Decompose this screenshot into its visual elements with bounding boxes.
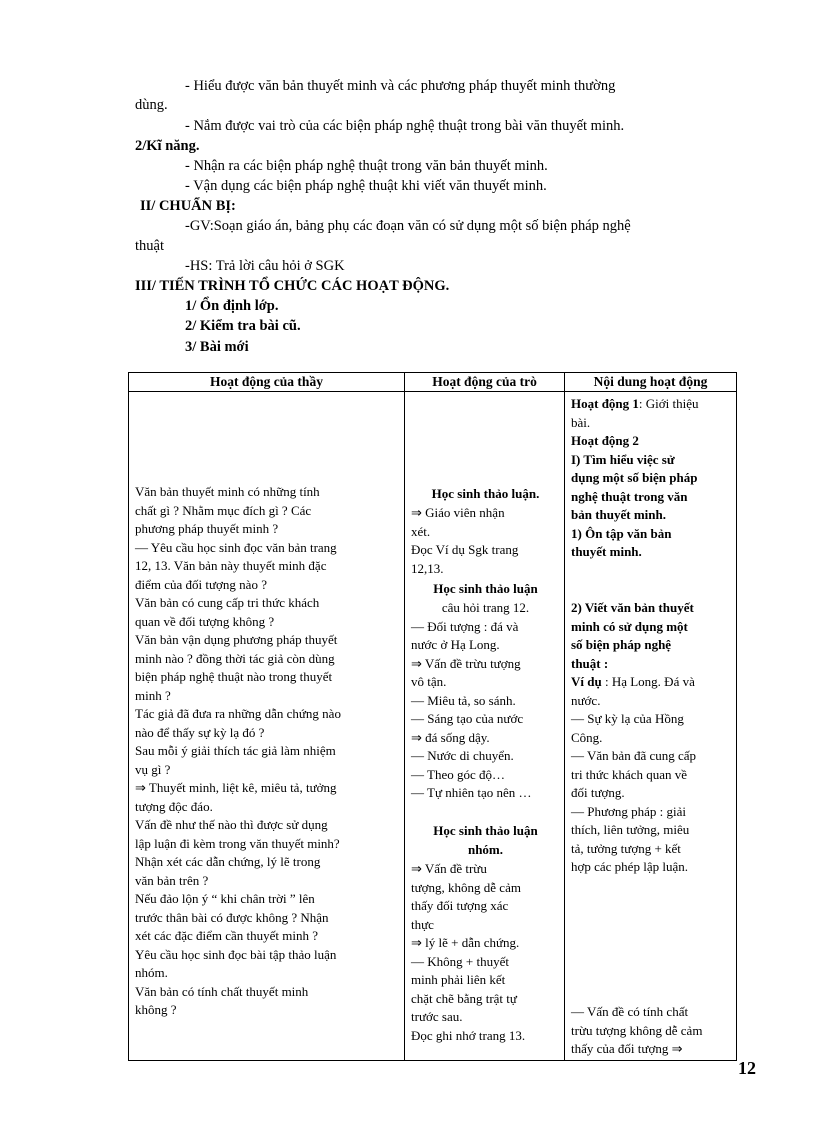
student-line: ⇒ lý lẽ + dẫn chứng. [411,935,520,950]
student-column [405,392,565,1061]
teacher-line: phương pháp thuyết minh ? [135,521,279,536]
content-line: Công. [571,729,603,745]
teacher-line: tượng độc đáo. [135,798,213,814]
student-line: câu hỏi trang 12. [441,600,530,615]
content-block-1 [571,395,732,562]
student-line: ⇒ Vấn đề trừu [411,861,487,876]
teacher-line: Nếu đảo lộn ý “ khi chân trời ” lên [135,891,315,906]
section-1-line: nghệ thuật trong văn [571,488,688,504]
content-line: — Phương pháp : giải [571,803,687,819]
student-line: — Miêu tả, so sánh. [411,692,516,708]
step-3: 3/ Bài mới [185,339,249,355]
student-block-3 [411,860,560,1045]
subsection-2-line: 2) Viết văn bản thuyết [571,600,694,615]
student-line: — Nước di chuyển. [411,748,514,763]
teacher-line: văn bản trên ? [135,872,209,888]
page-number: 12 [738,1058,756,1078]
section-1-line: bản thuyết minh. [571,507,666,522]
student-line: — Đối tượng : đá và [411,618,519,634]
subsection-2-line: minh có sử dụng một [571,618,688,634]
content-block-3 [571,1003,732,1059]
teacher-line: Văn bản thuyết minh có những tính [135,484,320,499]
teacher-line: nhóm. [135,965,168,980]
teacher-line: minh ? [135,687,171,703]
teacher-line: quan về đối tượng không ? [135,613,275,629]
activity-1-rest: : Giới thiệu [638,396,699,411]
student-line: tượng, không dễ cảm [411,879,521,895]
activity-1-line [571,395,732,414]
intro-line-3: - Nhận ra các biện pháp nghệ thuật trong văn bản thuyết minh. [185,158,548,174]
teacher-line: Văn bản có cung cấp tri thức khách [135,595,320,610]
content-line: — Vấn đề có tính chất [571,1004,689,1019]
teacher-line: Nhận xét các dẫn chứng, lý lẽ trong [135,854,321,869]
teacher-text [135,483,400,1020]
teacher-line: lập luận đi kèm trong văn thuyết minh? [135,835,340,851]
example-label: Ví dụ [571,674,602,689]
content-line: — Văn bản đã cung cấp [571,748,697,763]
content-column [565,392,737,1061]
student-line: — Theo góc độ… [411,766,505,782]
teacher-line: ⇒ Thuyết minh, liệt kê, miêu tả, tưởng [135,780,337,795]
student-line: — Tự nhiên tạo nên … [411,785,532,800]
student-line: thực [411,916,434,932]
content-line: tả, tưởng tượng + kết [571,840,681,856]
teacher-line: không ? [135,1002,177,1017]
teacher-line: 12, 13. Văn bản này thuyết minh đặc [135,558,327,573]
student-heading-3-cont: nhóm. [467,842,504,857]
example-line [571,673,732,692]
intro-line-4: - Vận dụng các biện pháp nghệ thuật khi viết văn thuyết minh. [185,178,547,194]
section-1-line: dụng một số biện pháp [571,470,698,485]
activity-1-label: Hoạt động 1 [571,396,639,411]
student-heading-1: Học sinh thảo luận. [431,486,540,501]
intro-line-1-cont: dùng. [135,97,168,113]
heading-chuan-bi: II/ CHUẨN BỊ: [140,198,236,214]
teacher-line: điểm của đối tượng nào ? [135,576,267,592]
student-line: nước ở Hạ Long. [411,637,500,652]
intro-line-1: - Hiểu được văn bản thuyết minh và các phương pháp thuyết minh thường [185,78,616,94]
subsection-2-line: thuật : [571,655,609,671]
content-line: thích, liên tưởng, miêu [571,822,690,837]
example-rest: : Hạ Long. Đá và [604,674,695,689]
content-line: tri thức khách quan về [571,766,688,782]
student-line: chặt chẽ bằng trật tự [411,990,517,1006]
teacher-line: — Yêu cầu học sinh đọc văn bản trang [135,539,337,555]
teacher-line: Vấn đề như thế nào thì được sử dụng [135,817,328,832]
teacher-line: minh nào ? đồng thời tác giả còn dùng [135,650,335,666]
teacher-line: Yêu cầu học sinh đọc bài tập thảo luận [135,946,337,962]
student-line: ⇒ Giáo viên nhận [411,505,505,520]
student-heading-3: Học sinh thảo luận [433,823,538,838]
activity-2-label: Hoạt động 2 [571,433,639,448]
student-line: Đọc ghi nhớ trang 13. [411,1027,526,1043]
content-line: — Sự kỳ lạ của Hồng [571,711,684,726]
content-line: hợp các phép lập luận. [571,859,688,874]
student-line: — Sáng tạo của nước [411,711,524,726]
heading-ki-nang: 2/Kĩ năng. [135,138,200,154]
header-content: Nội dung hoạt động [565,373,737,392]
intro-line-5: -GV:Soạn giáo án, bảng phụ các đoạn văn có sử dụng một số biện pháp nghệ [185,218,631,234]
teacher-line: xét các đặc điểm cần thuyết minh ? [135,928,319,943]
student-line: thấy đối tượng xác [411,898,509,913]
subsection-1-line: thuyết minh. [571,544,642,559]
subsection-2-line: số biện pháp nghệ [571,637,672,652]
teacher-line: Văn bản có tính chất thuyết minh [135,983,309,999]
activity-table [128,372,737,1061]
intro-line-2: - Nắm được vai trò của các biện pháp nghệ thuật trong bài văn thuyết minh. [185,118,625,134]
header-student: Hoạt động của trò [405,373,565,392]
student-block-1 [411,504,560,578]
teacher-line: trước thân bài có được không ? Nhận [135,909,329,925]
section-1-line: I) Tìm hiểu việc sử [571,451,675,467]
student-heading-2: Học sinh thảo luận [433,581,538,596]
heading-tien-trinh: III/ TIẾN TRÌNH TỔ CHỨC CÁC HOẠT ĐỘNG. [135,278,450,294]
teacher-line: Sau mỗi ý giải thích tác giả làm nhiệm [135,743,336,758]
step-1: 1/ Ổn định lớp. [185,298,279,314]
header-teacher: Hoạt động của thầy [129,373,405,392]
student-line: trước sau. [411,1009,463,1024]
content-line: đối tượng. [571,785,625,800]
teacher-line: vụ gì ? [135,761,171,777]
teacher-line: chất gì ? Nhằm mục đích gì ? Các [135,502,312,518]
content-line: bài. [571,414,591,430]
intro-line-5-cont: thuật [135,238,164,254]
student-block-2 [411,599,560,803]
intro-line-6: -HS: Trả lời câu hỏi ở SGK [185,258,345,274]
student-line: 12,13. [411,560,444,576]
content-line: thấy của đối tượng ⇒ [571,1041,683,1056]
student-line: Đọc Ví dụ Sgk trang [411,542,519,557]
subsection-1-line: 1) Ôn tập văn bản [571,525,672,541]
student-line: — Không + thuyết [411,953,509,969]
teacher-line: nào để thấy sự kỳ lạ đó ? [135,724,265,740]
student-line: vô tận. [411,674,447,689]
student-line: ⇒ Vấn đề trừu tượng [411,655,521,671]
student-line: xét. [411,523,431,539]
teacher-column [129,392,405,1061]
teacher-line: Văn bản vận dụng phương pháp thuyết [135,632,338,647]
step-2: 2/ Kiểm tra bài cũ. [185,318,301,334]
content-line: trừu tượng không dễ cảm [571,1022,703,1038]
student-line: minh phải liên kết [411,972,506,987]
teacher-line: biện pháp nghệ thuật nào trong thuyết [135,669,333,684]
student-line: ⇒ đá sống dậy. [411,729,490,745]
content-block-2 [571,599,732,877]
content-line: nước. [571,692,601,708]
teacher-line: Tác giả đã đưa ra những dẫn chứng nào [135,706,341,721]
